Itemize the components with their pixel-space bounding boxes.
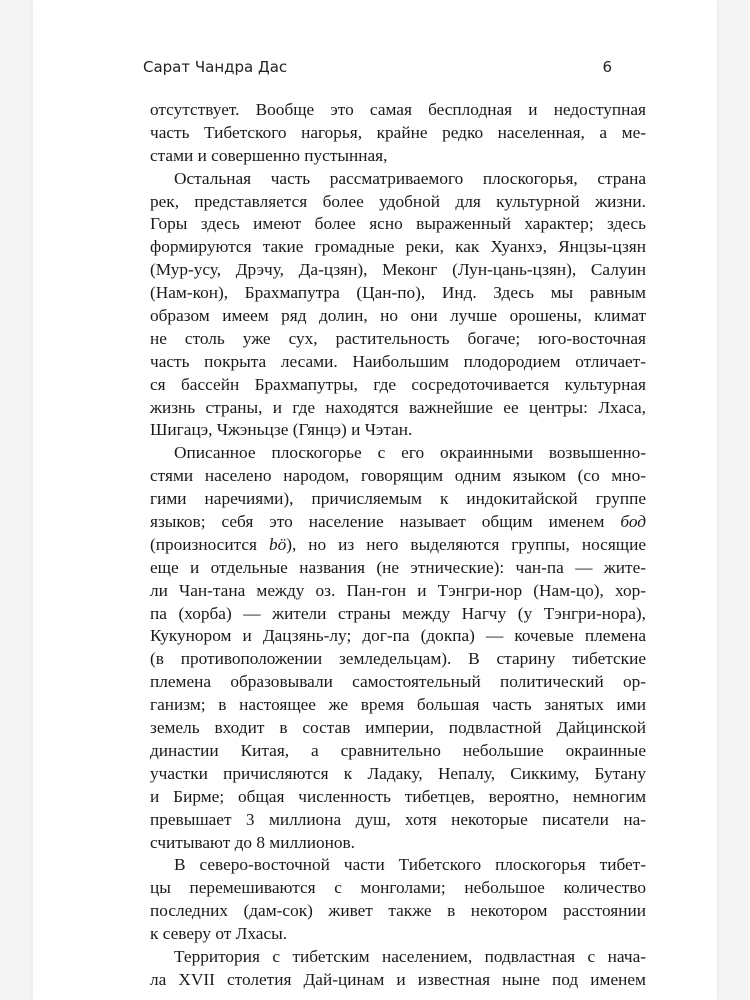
book-page (33, 0, 717, 1000)
text-line: ганизм; в настоящее же время большая часть занятых ими (150, 695, 646, 715)
text-line: стами и совершенно пустынная, (150, 145, 388, 165)
text-line: В северо-восточной части Тибетского плоскогорья тибет- (174, 855, 646, 875)
text-line: и Бирме; общая численность тибетцев, вероятно, немногим (150, 786, 646, 806)
text-line: ли Чан-тана между оз. Пан-гон и Тэнгри-нор (Нам-цо), хор- (150, 580, 646, 600)
text-line: ся бассейн Брахмапутры, где сосредоточивается культурная (150, 374, 646, 394)
text-line: земель входит в состав империи, подвластной Дайцинской (150, 718, 646, 738)
text-line: превышает 3 миллиона душ, хотя некоторые писатели на- (150, 809, 646, 829)
paragraph (150, 442, 646, 854)
text-line: Территория с тибетским населением, подвластная с нача- (174, 946, 646, 966)
text-line: племена образовывали самостоятельный политический ор- (150, 672, 646, 692)
text-line: отсутствует. Вообще это самая бесплодная и недоступная (150, 100, 646, 119)
text-line: (Нам-кон), Брахмапутра (Цан-по), Инд. Здесь мы равным (150, 283, 646, 303)
text-line: к северу от Лхасы. (150, 924, 288, 944)
text-line: гими наречиями), причисляемым к индокитайской группе (150, 489, 646, 509)
text-line: считывают до 8 миллионов. (150, 832, 355, 852)
text-line: (в противоположении земледельцам). В старину тибетские (150, 649, 646, 669)
paragraph (150, 946, 646, 992)
text-line: (Мур-усу, Дрэчу, Да-цзян), Меконг (Лун-цань-цзян), Салуин (150, 260, 646, 280)
paragraph (150, 99, 646, 168)
body-text (150, 99, 646, 992)
text-line: цы перемешиваются с монголами; небольшое количество (150, 878, 646, 898)
text-line: Описанное плоскогорье с его окраинными возвышенно- (174, 443, 646, 463)
text-line: образом имеем ряд долин, но они лучше орошены, климат (150, 306, 646, 326)
text-line: Шигацэ, Чжэньцзе (Гянцэ) и Чэтан. (150, 420, 413, 440)
text-line: еще и отдельные названия (не этнические): чан-па — жите- (150, 557, 646, 577)
text-line: не столь уже сух, растительность богаче; юго-восточная (150, 328, 646, 348)
paragraph (150, 168, 646, 443)
text-line: жизнь страны, и где находятся важнейшие ее центры: Лхаса, (150, 397, 646, 417)
text-line: ла XVII столетия Дай-цинам и известная ныне под именем (150, 969, 646, 989)
text-line: последних (дам-сок) живет также в некотором расстоянии (150, 901, 646, 921)
italic-term: бод (620, 512, 646, 532)
text-line: (произносится bö), но из него выделяются группы, носящие (150, 534, 646, 554)
text-line: Кукунором и Дацзянь-лу; дог-па (докпа) — кочевые племена (150, 626, 646, 646)
text-line: часть покрыта лесами. Наибольшим плодородием отличает- (150, 351, 646, 371)
text-line: участки причисляются к Ладаку, Непалу, Сиккиму, Бутану (150, 763, 646, 783)
text-line: Горы здесь имеют более ясно выраженный характер; здесь (150, 214, 646, 234)
text-line: часть Тибетского нагорья, крайне редко населенная, а ме- (150, 122, 646, 142)
text-line: Остальная часть рассматриваемого плоскогорья, страна (174, 168, 646, 188)
running-header (143, 58, 612, 76)
text-line: па (хорба) — жители страны между Нагчу (у Тэнгри-нора), (150, 603, 646, 623)
italic-term: bö (268, 534, 287, 554)
text-line: языков; себя это население называет общим именем бод (150, 512, 646, 532)
page-number: 6 (602, 58, 612, 76)
text-line: династии Китая, а сравнительно небольшие окраинные (150, 740, 646, 760)
author-name: Сарат Чандра Дас (143, 58, 288, 76)
paragraph (150, 854, 646, 946)
text-line: формируются такие громадные реки, как Хуанхэ, Янцзы-цзян (150, 237, 646, 257)
text-line: стями населено народом, говорящим одним языком (со мно- (150, 466, 646, 486)
text-line: рек, представляется более удобной для культурной жизни. (150, 191, 646, 211)
